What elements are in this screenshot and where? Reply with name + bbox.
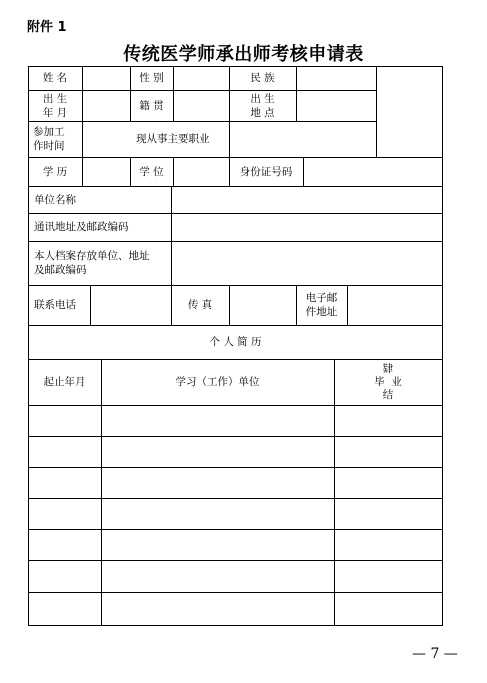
native-place-field[interactable] (174, 91, 228, 121)
fax-field[interactable] (230, 286, 295, 325)
resume-period-field[interactable] (29, 437, 101, 467)
employer-label: 单位名称 (34, 193, 76, 206)
email-label (296, 285, 347, 325)
fax-label: 传 真 (187, 299, 213, 311)
resume-unit-field[interactable] (102, 593, 334, 625)
current-job-field[interactable] (230, 122, 375, 157)
birthplace-field[interactable] (297, 91, 375, 121)
mail-address-field[interactable] (172, 214, 441, 241)
birth-date-label-line2: 年 月 (42, 106, 68, 119)
degree-label: 学 位 (139, 165, 164, 178)
employer-field[interactable] (172, 187, 441, 213)
page-number: — 7 — (412, 646, 458, 662)
resume-period-field[interactable] (29, 561, 101, 592)
resume-unit-field[interactable] (102, 561, 334, 592)
name-label: 姓 名 (42, 72, 68, 84)
resume-certificate-field[interactable] (335, 437, 442, 467)
resume-period-field[interactable] (29, 468, 101, 498)
education-field[interactable] (83, 158, 129, 186)
email-label-line1: 电子邮 (305, 292, 338, 304)
birthplace-label-line2: 地 点 (250, 106, 275, 119)
resume-certificate-field[interactable] (335, 593, 442, 625)
id-number-field[interactable] (304, 158, 441, 186)
resume-certificate-field[interactable] (335, 499, 442, 529)
native-place-label: 籍 贯 (139, 99, 164, 112)
attachment-label: 附件 1 (27, 20, 67, 35)
certificate-header-line3: 结 (382, 388, 394, 401)
gender-field[interactable] (174, 67, 228, 90)
birth-date-label (28, 90, 82, 121)
mail-address-label: 通讯地址及邮政编码 (34, 221, 129, 233)
birth-date-label-line1: 出 生 (42, 92, 68, 105)
form-title: 传统医学师承出师考核申请表 (123, 44, 364, 65)
current-job-label: 现从事主要职业 (136, 133, 210, 145)
resume-certificate-field[interactable] (335, 406, 442, 436)
certificate-column-header (334, 359, 442, 405)
work-start-label (28, 121, 82, 157)
resume-period-field[interactable] (29, 530, 101, 560)
phone-field[interactable] (91, 286, 170, 325)
work-start-field[interactable] (83, 122, 129, 157)
period-column-header: 起止年月 (43, 376, 86, 388)
ethnicity-label: 民 族 (250, 72, 275, 84)
phone-label: 联系电话 (34, 299, 76, 311)
ethnicity-field[interactable] (297, 67, 375, 90)
work-start-label-line1: 参加工 (33, 126, 65, 138)
degree-field[interactable] (174, 158, 228, 186)
education-label: 学 历 (42, 165, 68, 178)
resume-period-field[interactable] (29, 499, 101, 529)
unit-column-header: 学习（工作）单位 (175, 376, 260, 388)
birth-date-field[interactable] (83, 91, 129, 121)
resume-unit-field[interactable] (102, 468, 334, 498)
resume-unit-field[interactable] (102, 437, 334, 467)
archive-label-line1: 本人档案存放单位、地址 (34, 250, 150, 262)
photo-box[interactable] (377, 67, 441, 157)
work-start-label-line2: 作时间 (33, 140, 65, 152)
birthplace-label-line1: 出 生 (250, 92, 275, 105)
resume-period-field[interactable] (29, 593, 101, 625)
certificate-header-line1: 肄 (382, 362, 394, 375)
resume-certificate-field[interactable] (335, 468, 442, 498)
resume-certificate-field[interactable] (335, 561, 442, 592)
id-number-label: 身份证号码 (239, 165, 293, 178)
resume-certificate-field[interactable] (335, 530, 442, 560)
gender-label: 性 别 (139, 72, 164, 84)
resume-period-field[interactable] (29, 406, 101, 436)
archive-label-line2: 及邮政编码 (34, 264, 87, 276)
birthplace-label (229, 90, 296, 121)
certificate-header-line2: 毕 业 (374, 375, 402, 388)
archive-label (28, 241, 171, 285)
name-field[interactable] (83, 67, 129, 90)
resume-unit-field[interactable] (102, 499, 334, 529)
resume-unit-field[interactable] (102, 406, 334, 436)
email-field[interactable] (348, 286, 441, 325)
archive-field[interactable] (172, 242, 441, 285)
email-label-line2: 件地址 (305, 306, 338, 318)
resume-unit-field[interactable] (102, 530, 334, 560)
resume-title: 个 人 简 历 (209, 336, 262, 348)
